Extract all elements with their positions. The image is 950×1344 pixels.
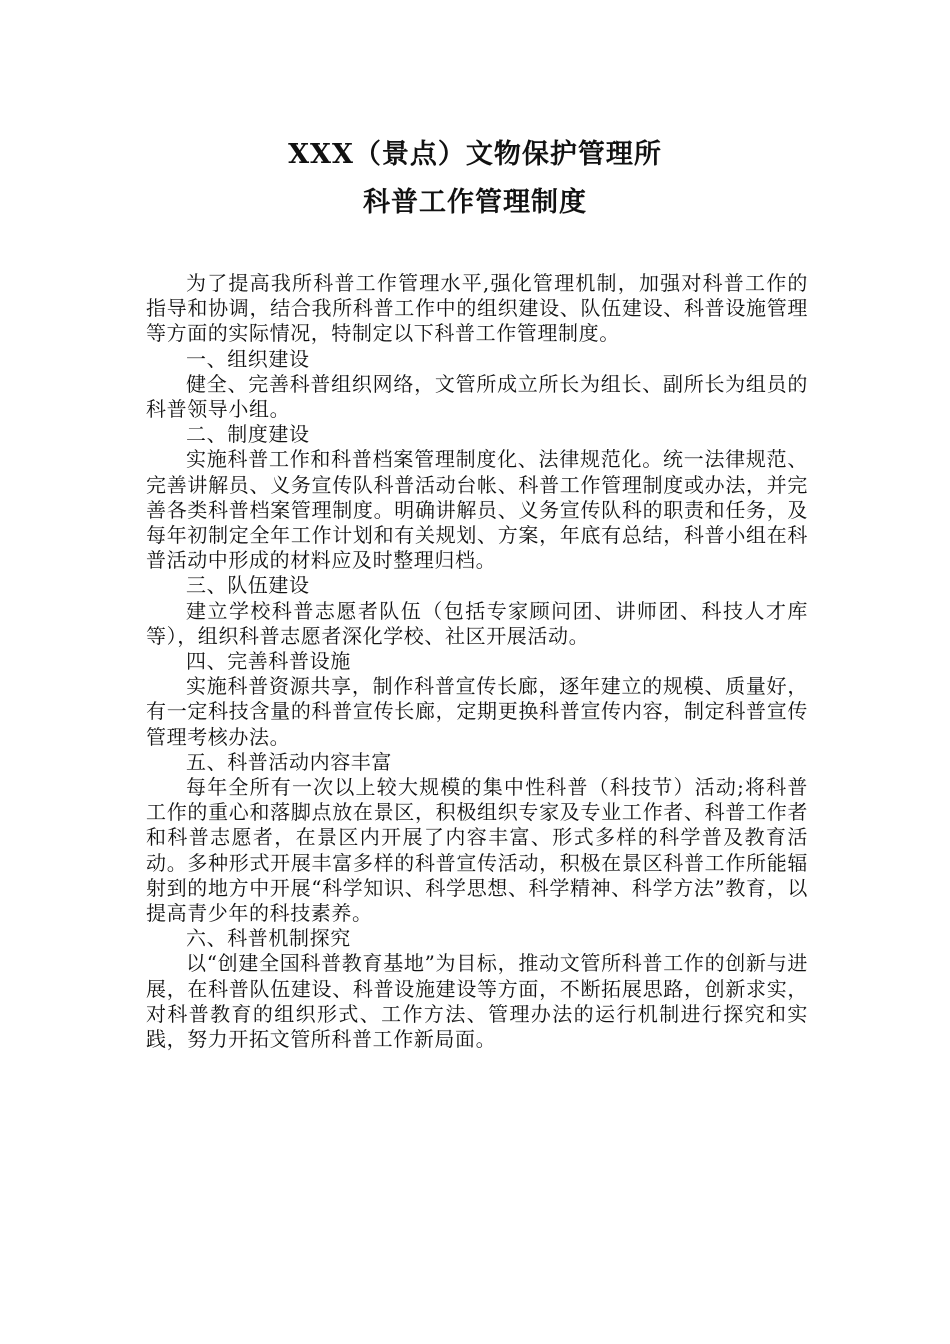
section-body-5: 每年全所有一次以上较大规模的集中性科普（科技节）活动;将科普工作的重心和落脚点放在景区，积极组织专家及专业工作者、科普工作者和科普志愿者，在景区内开展了内容丰富、形式多样的科学普及教育活动。多种形式开展丰富多样的科普宣传活动，积极在景区科普工作所能辐射到的地方中开展“科学知识、科学思想、科学精神、科学方法”教育，以提高青少年的科技素养。 <box>146 775 808 926</box>
section-body-2: 实施科普工作和科普档案管理制度化、法律规范化。统一法律规范、完善讲解员、义务宣传队科普活动台帐、科普工作管理制度或办法，并完善各类科普档案管理制度。明确讲解员、义务宣传队科的职责和任务，及每年初制定全年工作计划和有关规划、方案，年底有总结，科普小组在科普活动中形成的材料应及时整理归档。 <box>146 447 808 573</box>
document-title-line1: XXX（景点）文物保护管理所 <box>288 139 662 170</box>
document-title-line2: 科普工作管理制度 <box>363 187 587 218</box>
section-body-1: 健全、完善科普组织网络，文管所成立所长为组长、副所长为组员的科普领导小组。 <box>146 371 808 422</box>
section-body-4: 实施科普资源共享，制作科普宣传长廊，逐年建立的规模、质量好，有一定科技含量的科普宣传长廊，定期更换科普宣传内容，制定科普宣传管理考核办法。 <box>146 674 808 749</box>
section-body-6: 以“创建全国科普教育基地”为目标，推动文管所科普工作的创新与进展，在科普队伍建设、科普设施建设等方面，不断拓展思路，创新求实，对科普教育的组织形式、工作方法、管理办法的运行机制进行探究和实践，努力开拓文管所科普工作新局面。 <box>146 951 808 1052</box>
intro-paragraph: 为了提高我所科普工作管理水平,强化管理机制，加强对科普工作的指导和协调，结合我所科普工作中的组织建设、队伍建设、科普设施管理等方面的实际情况，特制定以下科普工作管理制度。 <box>146 271 808 346</box>
section-heading-2: 二、制度建设 <box>186 422 310 447</box>
document-body <box>146 271 808 1052</box>
section-heading-4: 四、完善科普设施 <box>186 649 351 674</box>
section-heading-3: 三、队伍建设 <box>186 573 310 598</box>
section-heading-6: 六、科普机制探究 <box>186 926 351 951</box>
section-heading-5: 五、科普活动内容丰富 <box>186 749 392 774</box>
section-body-3: 建立学校科普志愿者队伍（包括专家顾问团、讲师团、科技人才库等），组织科普志愿者深化学校、社区开展活动。 <box>146 598 808 648</box>
section-heading-1: 一、组织建设 <box>186 346 310 371</box>
